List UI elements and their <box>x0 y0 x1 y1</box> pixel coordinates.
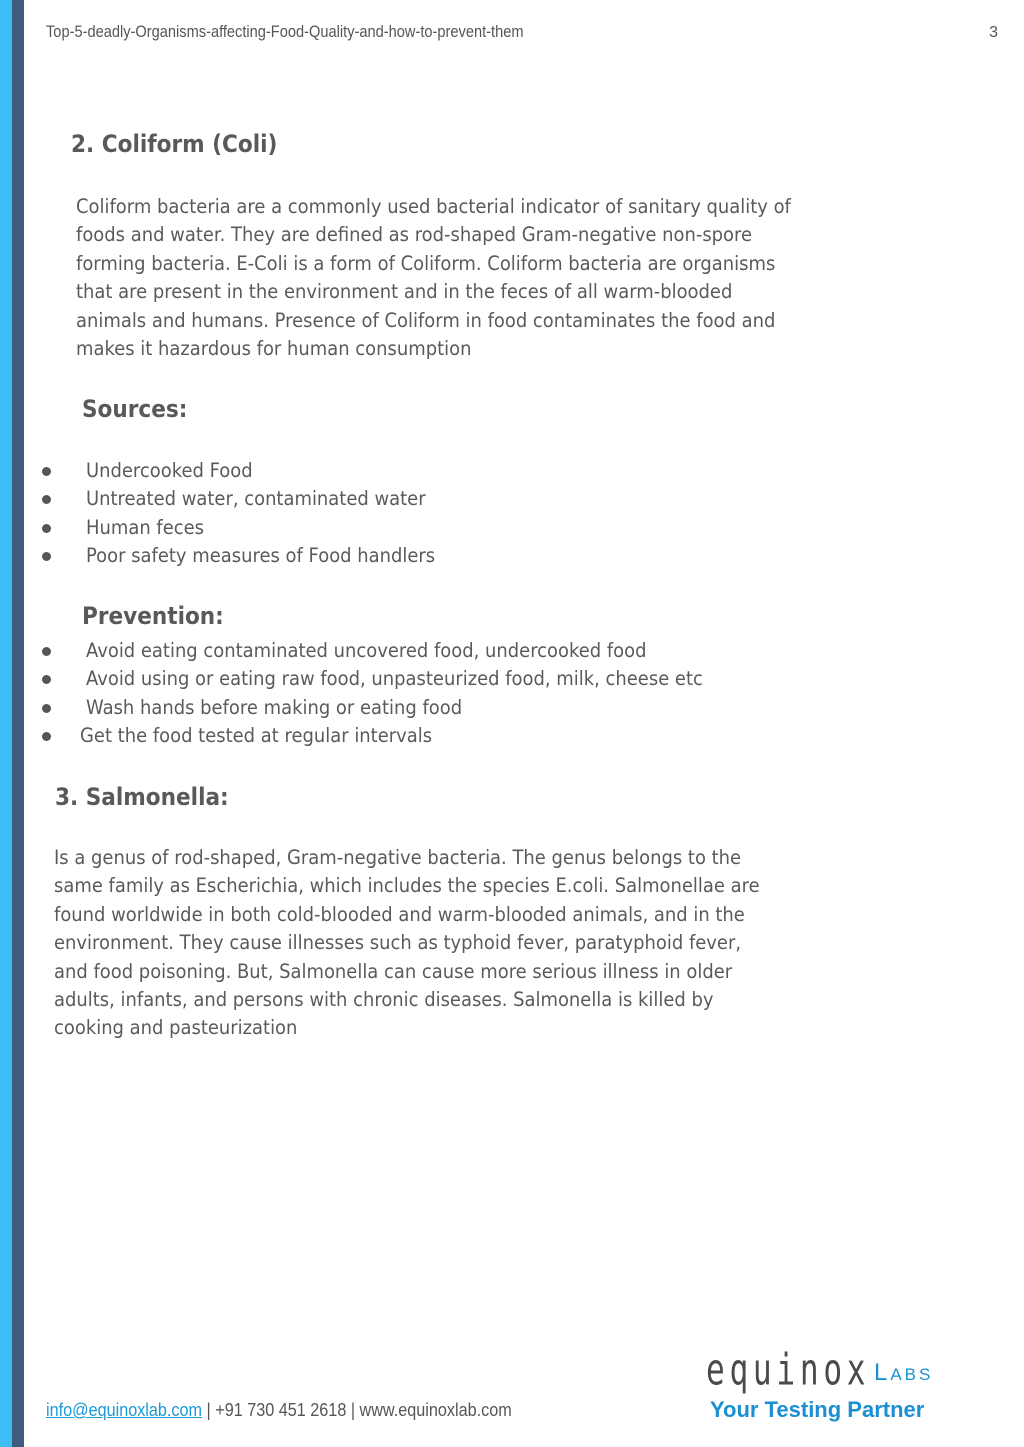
bullet-icon <box>42 675 51 684</box>
page-number: 3 <box>989 24 998 41</box>
section-heading-coliform: 2. Coliform (Coli) <box>71 130 278 158</box>
bullet-icon <box>42 552 51 561</box>
paragraph-line: forming bacteria. E-Coli is a form of Coliform. Coliform bacteria are organisms <box>76 251 776 275</box>
equinox-labs-logo <box>706 1345 966 1425</box>
paragraph-line: and food poisoning. But, Salmonella can cause more serious illness in older <box>54 959 733 983</box>
bullet-icon <box>42 704 51 713</box>
footer-website: www.equinoxlab.com <box>359 1400 512 1420</box>
logo-tagline: Your Testing Partner <box>710 1397 925 1422</box>
paragraph-line: Is a genus of rod-shaped, Gram-negative bacteria. The genus belongs to the <box>54 846 742 869</box>
list-item-text: Untreated water, contaminated water <box>86 487 426 511</box>
paragraph-line: same family as Escherichia, which includes the species E.coli. Salmonellae are <box>54 874 760 898</box>
section-heading-salmonella: 3. Salmonella: <box>55 783 229 811</box>
bullet-icon <box>42 647 51 656</box>
left-accent-stripe-light <box>0 0 12 1447</box>
list-item-text: Human feces <box>86 515 205 539</box>
list-item-text: Avoid eating contaminated uncovered food, undercooked food <box>86 639 647 662</box>
list-item-text: Poor safety measures of Food handlers <box>86 544 436 568</box>
paragraph-line: cooking and pasteurization <box>54 1016 298 1040</box>
list-item-text: Get the food tested at regular intervals <box>80 724 433 748</box>
logo-labs-word: Labs <box>874 1359 934 1386</box>
paragraph-line: makes it hazardous for human consumption <box>76 337 472 361</box>
bullet-icon <box>42 524 51 533</box>
logo-brand-word: equinox <box>706 1345 871 1396</box>
left-accent-stripe-dark <box>12 0 24 1447</box>
email-link[interactable]: info@equinoxlab.com <box>46 1400 203 1420</box>
list-item-text: Undercooked Food <box>86 459 253 482</box>
bullet-icon <box>42 495 51 504</box>
paragraph-line: foods and water. They are defined as rod-shaped Gram-negative non-spore <box>76 223 753 247</box>
footer-phone: | +91 730 451 2618 | <box>202 1400 360 1420</box>
footer-contact <box>46 1400 512 1421</box>
coliform-paragraph <box>76 193 791 363</box>
list-item-text: Wash hands before making or eating food <box>86 695 463 719</box>
document-title: Top-5-deadly-Organisms-affecting-Food-Quality-and-how-to-prevent-them <box>46 22 524 41</box>
paragraph-line: animals and humans. Presence of Coliform in food contaminates the food and <box>76 308 776 332</box>
paragraph-line: that are present in the environment and in the feces of all warm-blooded <box>76 280 733 304</box>
paragraph-line: Coliform bacteria are a commonly used bacterial indicator of sanitary quality of <box>76 195 791 218</box>
paragraph-line: adults, infants, and persons with chronic diseases. Salmonella is killed by <box>54 988 714 1012</box>
sources-heading: Sources: <box>82 395 188 423</box>
bullet-icon <box>42 467 51 476</box>
salmonella-paragraph <box>54 844 760 1043</box>
paragraph-line: found worldwide in both cold-blooded and warm-blooded animals, and in the <box>54 902 745 926</box>
bullet-icon <box>42 732 51 741</box>
prevention-heading: Prevention: <box>82 602 224 630</box>
paragraph-line: environment. They cause illnesses such as typhoid fever, paratyphoid fever, <box>54 931 742 955</box>
list-item-text: Avoid using or eating raw food, unpasteurized food, milk, cheese etc <box>86 667 703 691</box>
